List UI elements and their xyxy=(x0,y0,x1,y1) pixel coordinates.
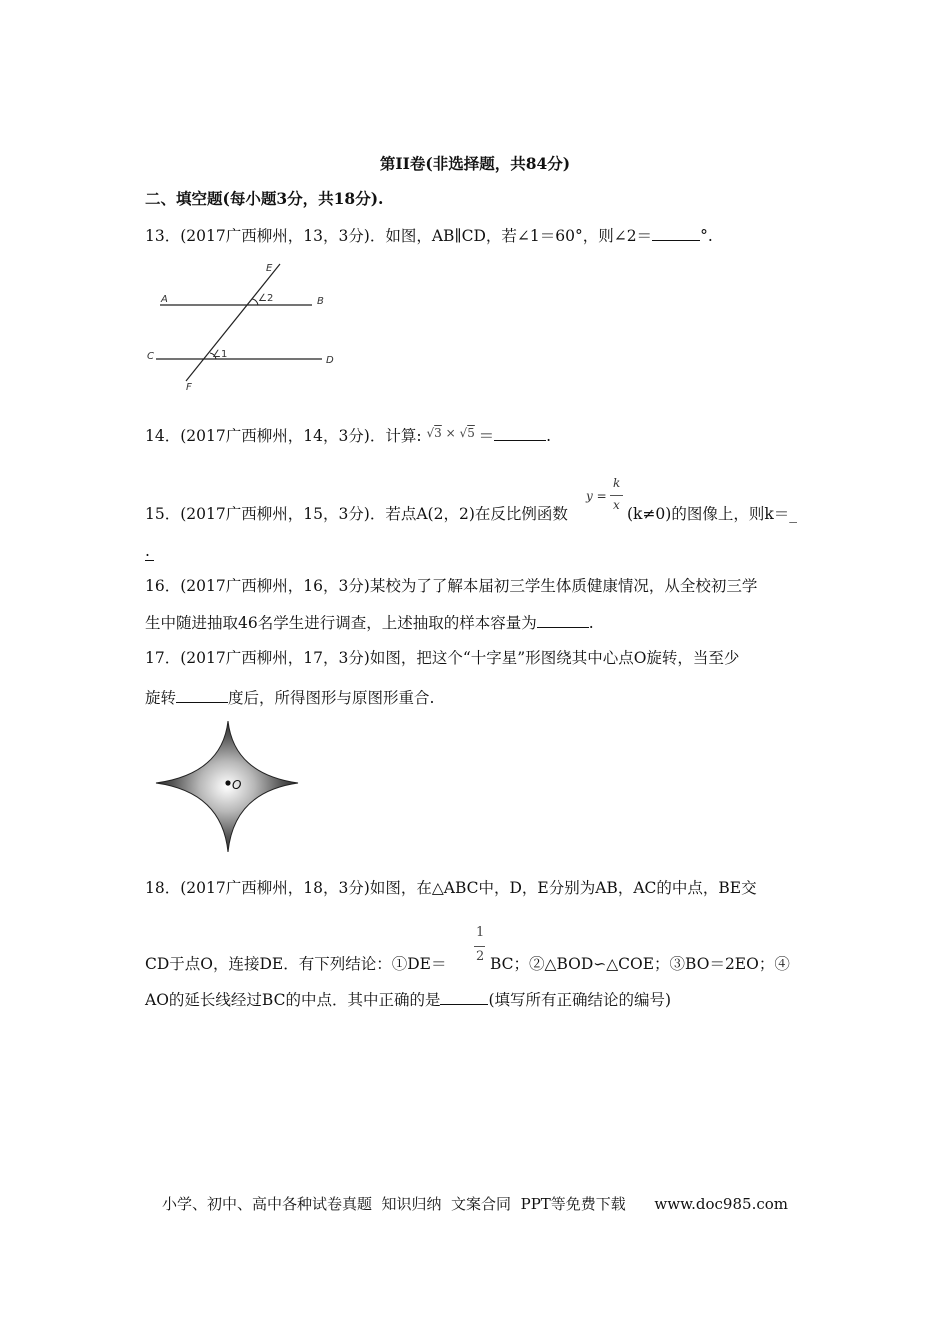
q18-fraction-bar xyxy=(474,946,485,947)
sqrt-icon: √ xyxy=(459,426,468,440)
footer-text: 小学、初中、高中各种试卷真题 知识归纳 文案合同 PPT等免费下载 www.doc985.com xyxy=(161,1195,788,1213)
q17-line2 xyxy=(145,687,434,708)
q18-fraction xyxy=(473,925,487,971)
q15-line2 xyxy=(145,541,154,561)
part-heading: 二、填空题(每小题3分，共18分). xyxy=(145,189,384,208)
label-c: C xyxy=(147,351,154,362)
label-e: E xyxy=(266,263,273,274)
q14-expression xyxy=(427,426,479,440)
q14-answer-blank[interactable] xyxy=(494,425,546,441)
q18-frac-den: 2 xyxy=(476,949,485,964)
question-13 xyxy=(145,225,713,246)
q17-answer-blank[interactable] xyxy=(176,687,228,703)
label-o: O xyxy=(232,778,242,792)
q17-text-pre: 旋转 xyxy=(145,689,177,707)
q14-rad1: 3 xyxy=(434,426,442,440)
q13-suffix: °. xyxy=(700,227,713,245)
q15-text: 15．(2017广西柳州，15，3分)．若点A(2，2)在反比例函数 xyxy=(145,505,568,523)
q18-line3 xyxy=(145,989,671,1010)
q15-formula-x: x xyxy=(613,498,620,512)
q14-end: . xyxy=(546,427,552,445)
q15-answer-blank[interactable]: . xyxy=(145,542,154,561)
cross-star-figure xyxy=(150,718,305,856)
q13-text: 13．(2017广西柳州，13，3分)．如图，AB∥CD，若∠1＝60°，则∠2＝ xyxy=(145,227,653,245)
q15-formula-k: k xyxy=(613,476,621,490)
sqrt-icon: √ xyxy=(426,426,435,440)
label-d: D xyxy=(326,355,334,366)
q15-fraction-bar xyxy=(610,495,623,496)
parallel-lines-figure xyxy=(140,255,350,395)
q15-suffix: (k≠0)的图像上，则k＝_ xyxy=(627,505,797,523)
center-point xyxy=(225,780,230,785)
q17-text-post: 度后，所得图形与原图形重合. xyxy=(228,689,435,707)
q15-formula-y: y = xyxy=(586,489,607,503)
q16-answer-blank[interactable] xyxy=(537,612,589,628)
q17-line1: 17．(2017广西柳州，17，3分)如图，把这个“十字星”形图绕其中心点O旋转，当至少 xyxy=(145,649,740,667)
label-angle-2: ∠2 xyxy=(258,293,274,304)
q18-line2-pre: CD于点O，连接DE．有下列结论：①DE＝ xyxy=(145,955,447,973)
star-shape xyxy=(156,721,298,852)
q16-end: . xyxy=(588,614,594,632)
q18-line1: 18．(2017广西柳州，18，3分)如图，在△ABC中，D，E分别为AB，AC的中点，BE交 xyxy=(145,879,757,897)
q14-prefix: 14．(2017广西柳州，14，3分)．计算: xyxy=(145,427,422,445)
q16-line2 xyxy=(145,612,594,633)
q18-text-pre: AO的延长线经过BC的中点．其中正确的是 xyxy=(145,991,441,1009)
q18-line2-post: BC；②△BOD∽△COE；③BO＝2EO；④ xyxy=(490,955,790,973)
label-b: B xyxy=(317,296,324,307)
q16-line1: 16．(2017广西柳州，16，3分)某校为了了解本届初三学生体质健康情况，从全校初三学 xyxy=(145,577,758,595)
label-f: F xyxy=(186,382,192,393)
q18-frac-num: 1 xyxy=(476,925,485,940)
line-ef xyxy=(186,264,280,381)
q15-formula xyxy=(586,476,630,526)
q14-equals: ＝ xyxy=(478,427,495,445)
q18-answer-blank[interactable] xyxy=(440,989,488,1005)
q18-text-post: (填写所有正确结论的编号) xyxy=(488,991,672,1009)
label-a: A xyxy=(161,294,168,305)
q14-times: × xyxy=(445,426,456,440)
section-title: 第II卷(非选择题，共84分) xyxy=(379,154,571,173)
q16-text: 生中随进抽取46名学生进行调查，上述抽取的样本容量为 xyxy=(145,614,537,632)
label-angle-1: ∠1 xyxy=(212,349,228,360)
q14-rad2: 5 xyxy=(467,426,475,440)
q13-answer-blank[interactable] xyxy=(652,225,700,241)
question-14 xyxy=(145,423,551,446)
